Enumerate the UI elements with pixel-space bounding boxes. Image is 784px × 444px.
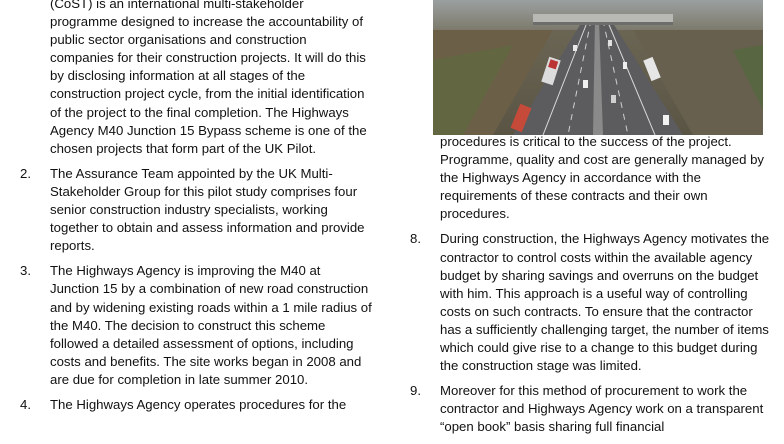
item-text: During construction, the Highways Agency motivates the contractor to control costs within the available agency budget by sharing savings and overruns on the budget with him. This approach is a useful way of controlling costs on such contracts. To ensure that the contractor has a sufficiently challenging target, the number of items which could give rise to a change to this budget during the construction stage was limited.: [440, 231, 770, 374]
item-number: 2.: [20, 165, 31, 181]
list-item-2: [20, 165, 372, 255]
item-number: 4.: [20, 396, 31, 412]
item-number: 9.: [410, 383, 421, 399]
right-text-column: [410, 133, 772, 444]
list-item-3: [20, 262, 372, 389]
list-item-9: [410, 382, 772, 436]
left-text-column: [20, 0, 372, 421]
item-text: The Assurance Team appointed by the UK Multi-Stakeholder Group for this pilot study comprises four senior construction industry specialists, working together to obtain and assess information and provide reports.: [50, 165, 365, 254]
motorway-aerial-photo: [433, 0, 763, 135]
item-number: 8.: [410, 231, 421, 247]
item-text: Moreover for this method of procurement to work the contractor and Highways Agency work on a transparent “open book” basis sharing full financial: [440, 383, 764, 435]
motorway-photo-image: [433, 0, 763, 135]
list-item-8: [410, 230, 772, 375]
list-item-4: [20, 396, 372, 414]
intro-paragraph-right: procedures is critical to the success of the project. Programme, quality and cost are generally managed by the Highways Agency in accordance with the requirements of these contracts and their own procedures.: [440, 134, 765, 222]
item-text: The Highways Agency is improving the M40 at Junction 15 by a combination of new road construction and by widening existing roads within a 1 mile radius of the M40. The decision to construct this scheme followed a detailed assessment of options, including costs and benefits. The site works began in 2008 and are due for completion in late summer 2010.: [50, 263, 372, 387]
intro-paragraph-left: (CoST) is an international multi-stakeholder programme designed to increase the accountability of public sector organisations and construction companies for their construction projects. It will do this by disclosing information at all stages of the construction project cycle, from the initial identification of the project to the final completion. The Highways Agency M40 Junction 15 Bypass scheme is one of the chosen projects that form part of the UK Pilot.: [50, 0, 367, 156]
item-text: The Highways Agency operates procedures for the: [50, 396, 347, 412]
item-number: 3.: [20, 263, 31, 279]
